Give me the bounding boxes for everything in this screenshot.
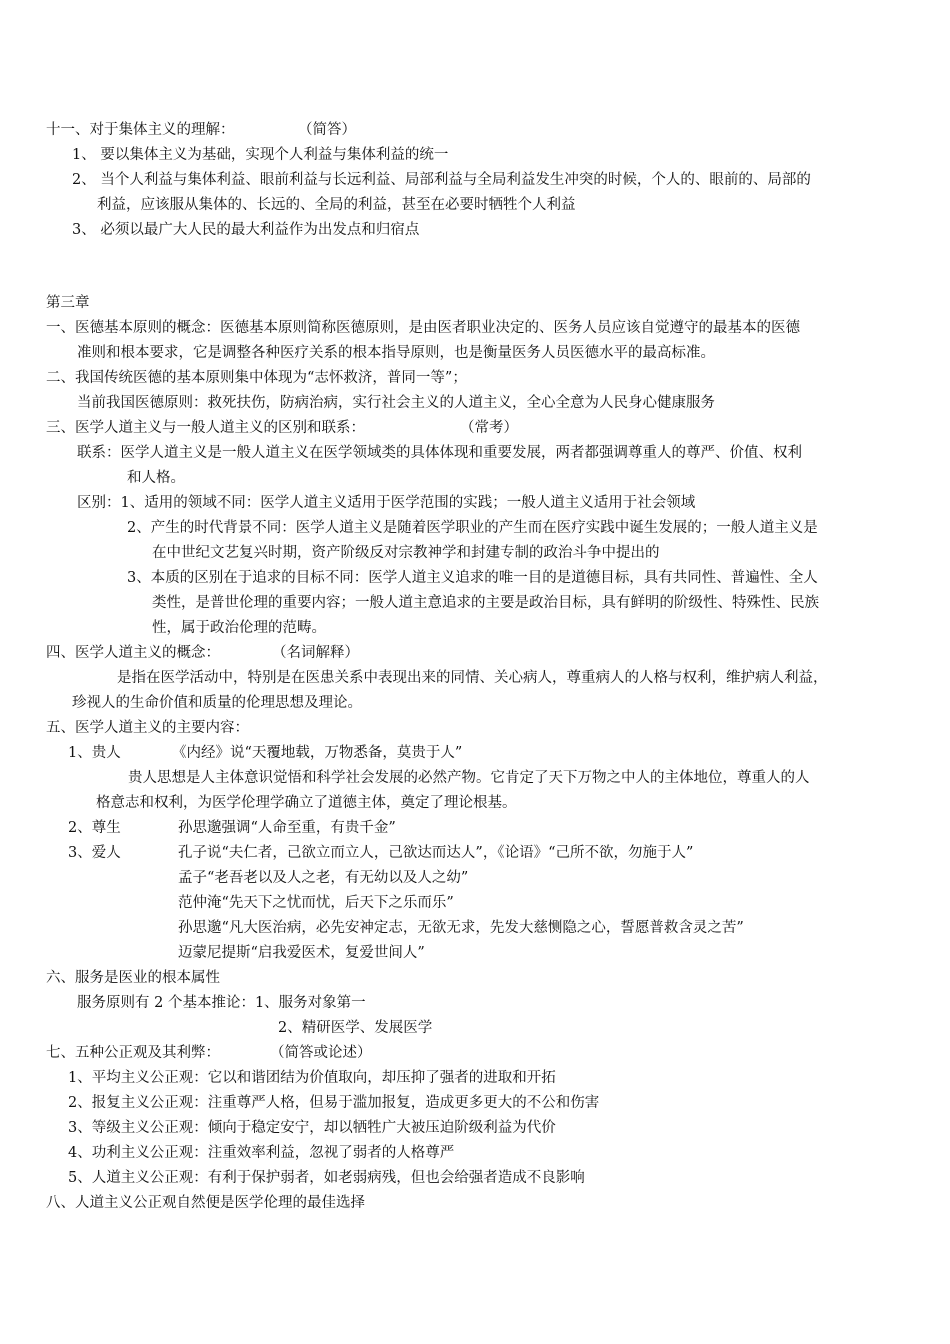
s7-heading-line bbox=[0, 1041, 950, 1066]
s7-tag: （简答或论述） bbox=[270, 1045, 372, 1061]
s5-airen-quote-5: 迈蒙尼提斯“启我爱医术，复爱世间人” bbox=[178, 945, 425, 961]
s1-line-1: 一、医德基本原则的概念：医德基本原则简称医德原则，是由医者职业决定的、医务人员应该自觉遵守的最基本的医德 bbox=[46, 320, 800, 336]
s7-item-2: 2、报复主义公正观：注重尊严人格，但易于滥加报复，造成更多更大的不公和伤害 bbox=[68, 1095, 600, 1111]
s1-line-2: 准则和根本要求，它是调整各种医疗关系的根本指导原则，也是衡量医务人员医德水平的最高标准。 bbox=[77, 345, 715, 361]
s3-tag: （常考） bbox=[460, 420, 518, 436]
s3-lianxi-2: 和人格。 bbox=[127, 470, 185, 486]
s6-line-1: 服务原则有 2 个基本推论：1、服务对象第一 bbox=[77, 995, 366, 1011]
s4-line-2: 珍视人的生命价值和质量的伦理思想及理论。 bbox=[72, 695, 362, 711]
s3-lianxi-1: 联系：医学人道主义是一般人道主义在医学领域类的具体体现和重要发展，两者都强调尊重人的尊严、价值、权利 bbox=[77, 445, 802, 461]
s3-qubie-2a: 2、产生的时代背景不同：医学人道主义是随着医学职业的产生而在医疗实践中诞生发展的；一般人道主义是 bbox=[127, 520, 818, 536]
s7-item-3: 3、等级主义公正观：倾向于稳定安宁，却以牺牲广大被压迫阶级利益为代价 bbox=[68, 1120, 556, 1136]
s3-qubie-3c: 性，属于政治伦理的范畴。 bbox=[152, 620, 326, 636]
s11-heading-line bbox=[0, 118, 950, 143]
chapter-title: 第三章 bbox=[46, 295, 90, 311]
s11-item-2: 2、 当个人利益与集体利益、眼前利益与长远利益、局部利益与全局利益发生冲突的时候，个人的、眼前的、局部的 bbox=[72, 172, 811, 188]
s5-airen-quote-2: 孟子“老吾老以及人之老，有无幼以及人之幼” bbox=[178, 870, 469, 886]
chapter-title-line bbox=[0, 291, 950, 316]
s6-heading-line: 六、服务是医业的根本属性 bbox=[46, 970, 220, 986]
s5-airen-quote-3: 范仲淹“先天下之忧而忧，后天下之乐而乐” bbox=[178, 895, 454, 911]
s3-heading-line bbox=[0, 416, 950, 441]
spacer bbox=[0, 243, 950, 291]
s2-line-1: 二、我国传统医德的基本原则集中体现为“志怀救济，普同一等”； bbox=[46, 370, 467, 386]
s4-line-1: 是指在医学活动中，特别是在医患关系中表现出来的同情、关心病人，尊重病人的人格与权利，维护病人利益， bbox=[117, 670, 828, 686]
s8-heading-line: 八、人道主义公正观自然便是医学伦理的最佳选择 bbox=[46, 1195, 365, 1211]
s11-tag: （简答） bbox=[298, 122, 356, 138]
s5-zunsheng-line: 2、尊生 孙思邈强调“人命至重，有贵千金” bbox=[68, 820, 396, 836]
s5-guiren-p1: 贵人思想是人主体意识觉悟和科学社会发展的必然产物。它肯定了天下万物之中人的主体地位，尊重人的人 bbox=[128, 770, 810, 786]
s4-tag: （名词解释） bbox=[272, 645, 359, 661]
s4-heading: 四、医学人道主义的概念： bbox=[46, 645, 220, 661]
s11-heading: 十一、对于集体主义的理解： bbox=[46, 122, 235, 138]
s3-qubie-2b: 在中世纪文艺复兴时期，资产阶级反对宗教神学和封建专制的政治斗争中提出的 bbox=[152, 545, 660, 561]
s5-airen-line: 3、爱人 孔子说“夫仁者，己欲立而立人，己欲达而达人”，《论语》“己所不欲，勿施于人” bbox=[68, 845, 694, 861]
s5-guiren-p2: 格意志和权利，为医学伦理学确立了道德主体，奠定了理论根基。 bbox=[96, 795, 517, 811]
s4-heading-line bbox=[0, 641, 950, 666]
document-page bbox=[0, 118, 950, 1216]
s11-item-2-cont: 利益，应该服从集体的、长远的、全局的利益，甚至在必要时牺牲个人利益 bbox=[97, 197, 576, 213]
s3-qubie-1: 区别：1、适用的领域不同：医学人道主义适用于医学范围的实践；一般人道主义适用于社会领域 bbox=[77, 495, 696, 511]
s3-qubie-3a: 3、本质的区别在于追求的目标不同：医学人道主义追求的唯一目的是道德目标，具有共同性、普遍性、全人 bbox=[127, 570, 818, 586]
s7-heading: 七、五种公正观及其利弊： bbox=[46, 1045, 220, 1061]
s2-line-2: 当前我国医德原则：救死扶伤，防病治病，实行社会主义的人道主义，全心全意为人民身心健康服务 bbox=[77, 395, 715, 411]
s5-guiren-line: 1、贵人 《内经》说“天覆地载，万物悉备，莫贵于人” bbox=[68, 745, 463, 761]
s11-item-1: 1、 要以集体主义为基础，实现个人利益与集体利益的统一 bbox=[72, 147, 449, 163]
s5-airen-quote-4: 孙思邈“凡大医治病，必先安神定志，无欲无求，先发大慈恻隐之心，誓愿普救含灵之苦” bbox=[178, 920, 744, 936]
s7-item-1: 1、平均主义公正观：它以和谐团结为价值取向，却压抑了强者的进取和开拓 bbox=[68, 1070, 556, 1086]
s3-heading: 三、医学人道主义与一般人道主义的区别和联系： bbox=[46, 420, 365, 436]
s5-heading-line: 五、医学人道主义的主要内容： bbox=[46, 720, 249, 736]
s11-item-3: 3、 必须以最广大人民的最大利益作为出发点和归宿点 bbox=[72, 222, 420, 238]
s3-qubie-3b: 类性，是普世伦理的重要内容；一般人道主意追求的主要是政治目标，具有鲜明的阶级性、特殊性、民族 bbox=[152, 595, 819, 611]
s7-item-4: 4、功利主义公正观：注重效率利益，忽视了弱者的人格尊严 bbox=[68, 1145, 455, 1161]
s6-line-2: 2、精研医学、发展医学 bbox=[278, 1020, 433, 1036]
s7-item-5: 5、人道主义公正观：有利于保护弱者，如老弱病残，但也会给强者造成不良影响 bbox=[68, 1170, 585, 1186]
